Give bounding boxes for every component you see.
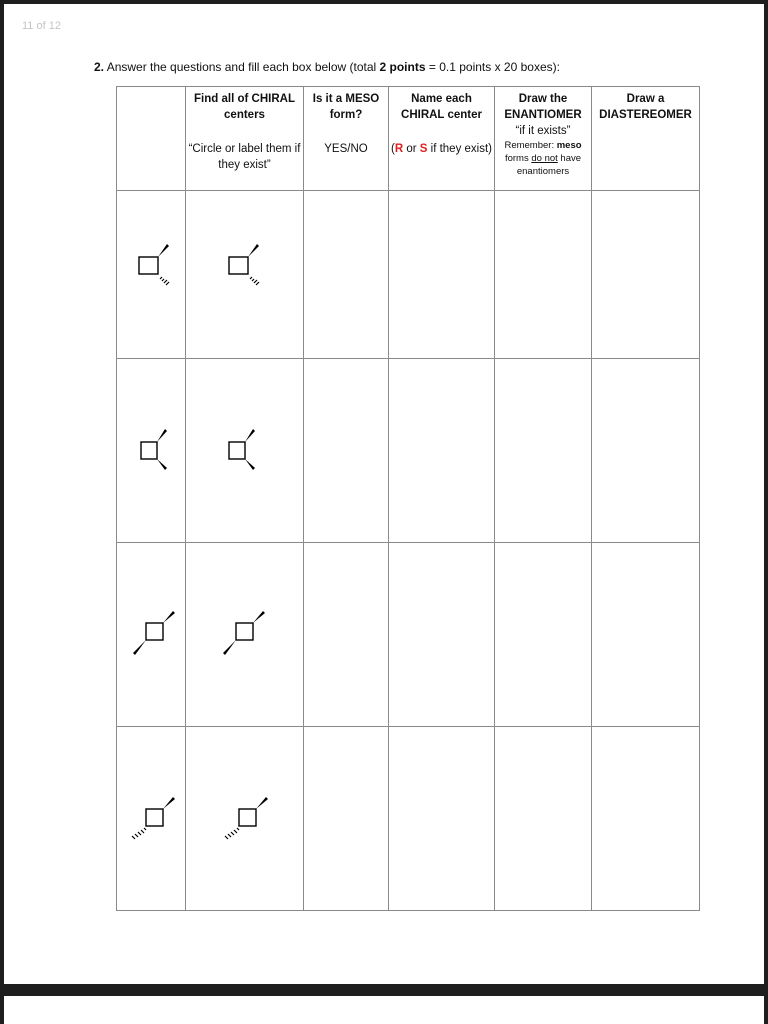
header-enantiomer: Draw the ENANTIOMER “if it exists” Remember: meso forms do not have enantiomers <box>495 87 592 191</box>
answer-cell-meso[interactable] <box>304 543 389 727</box>
answer-cell-chiral[interactable] <box>186 191 304 359</box>
table-row <box>117 727 700 911</box>
answer-cell-name[interactable] <box>389 543 495 727</box>
answer-cell-meso[interactable] <box>304 727 389 911</box>
molecule-drawing <box>186 543 304 727</box>
answer-cell-enantiomer[interactable] <box>495 543 592 727</box>
answer-cell-meso[interactable] <box>304 191 389 359</box>
answer-cell-chiral[interactable] <box>186 727 304 911</box>
answer-cell-diastereomer[interactable] <box>592 359 700 543</box>
table-row <box>117 543 700 727</box>
answer-cell-diastereomer[interactable] <box>592 191 700 359</box>
header-chiral-centers: Find all of CHIRAL centers “Circle or label them if they exist” <box>186 87 304 191</box>
molecule-cell <box>117 359 186 543</box>
answer-cell-name[interactable] <box>389 359 495 543</box>
table-row <box>117 359 700 543</box>
next-page-edge <box>4 996 764 1024</box>
answer-cell-diastereomer[interactable] <box>592 727 700 911</box>
question-text <box>94 60 560 74</box>
table-row <box>117 191 700 359</box>
page-indicator: 11 of 12 <box>22 20 61 32</box>
molecule-drawing <box>117 727 186 911</box>
molecule-cell <box>117 191 186 359</box>
question-text-after: = 0.1 points x 20 boxes): <box>425 60 560 74</box>
answer-cell-enantiomer[interactable] <box>495 359 592 543</box>
header-diastereomer: Draw a DIASTEREOMER <box>592 87 700 191</box>
molecule-drawing <box>117 191 186 359</box>
question-points: 2 points <box>379 60 426 74</box>
molecule-drawing <box>186 191 304 359</box>
answer-cell-chiral[interactable] <box>186 543 304 727</box>
question-text-before: Answer the questions and fill each box below (total <box>106 60 380 74</box>
molecule-drawing <box>186 727 304 911</box>
worksheet-page <box>4 4 764 984</box>
molecule-cell <box>117 543 186 727</box>
answer-cell-diastereomer[interactable] <box>592 543 700 727</box>
header-meso: Is it a MESO form? YES/NO <box>304 87 389 191</box>
answer-cell-name[interactable] <box>389 727 495 911</box>
header-row <box>117 87 700 191</box>
header-name-chiral: Name each CHIRAL center (R or S if they exist) <box>389 87 495 191</box>
answer-cell-name[interactable] <box>389 191 495 359</box>
question-number: 2. <box>94 60 105 74</box>
molecule-drawing <box>186 359 304 543</box>
answer-cell-enantiomer[interactable] <box>495 191 592 359</box>
meso-note: Remember: meso forms do not have enantiomers <box>504 140 582 177</box>
molecule-drawing <box>117 359 186 543</box>
worksheet-table <box>116 86 700 911</box>
header-blank <box>117 87 186 191</box>
answer-cell-meso[interactable] <box>304 359 389 543</box>
molecule-drawing <box>117 543 186 727</box>
molecule-cell <box>117 727 186 911</box>
answer-cell-chiral[interactable] <box>186 359 304 543</box>
answer-cell-enantiomer[interactable] <box>495 727 592 911</box>
